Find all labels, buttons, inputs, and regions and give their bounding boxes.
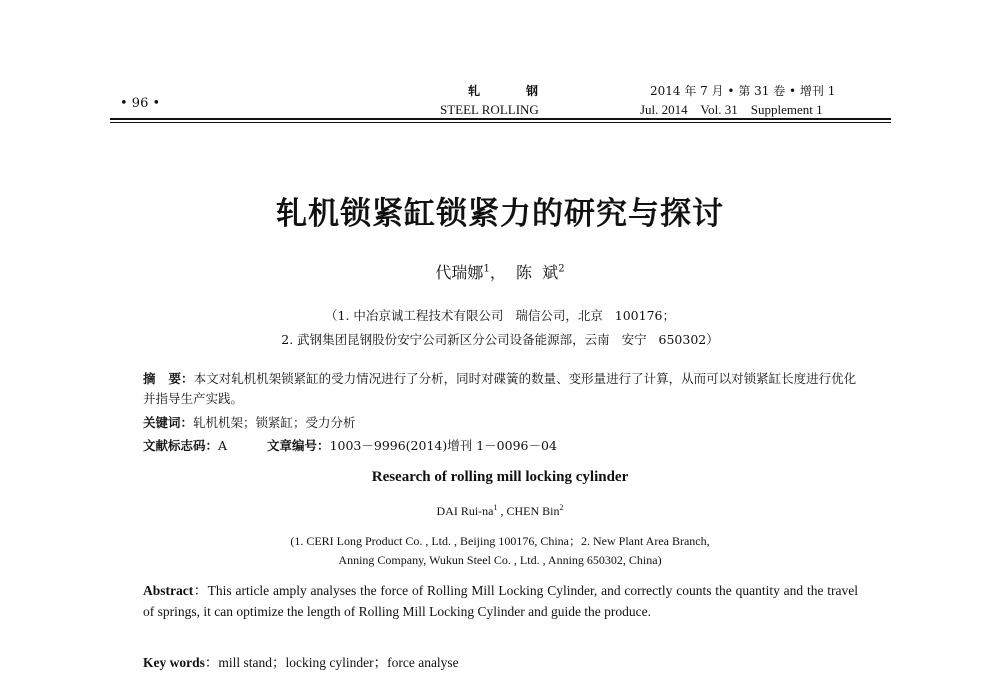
abstract-en-text: ：This article amply analyses the force of Rolling Mill Locking Cylinder, and correctly counts the quantity and the travel of springs, it can optimize the length of Rolling Mill Locking Cylinder and guide the produce. — [143, 583, 858, 619]
author-separator: ， — [489, 263, 516, 282]
keywords-en-text: ：mill stand；locking cylinder；force analyse — [204, 655, 459, 670]
author-2-sup: 2 — [558, 263, 565, 275]
journal-name-en: STEEL ROLLING — [440, 102, 539, 117]
article-number-label: 文章编号： — [267, 438, 330, 453]
affiliation-zh-1: （1. 中冶京诚工程技术有限公司 瑞信公司，北京 100176； — [325, 308, 675, 323]
article-number-value: 1003－9996(2014)增刊 1－0096－04 — [329, 438, 557, 453]
header-rule-thin — [110, 122, 891, 123]
paper-title-en: Research of rolling mill locking cylinder — [371, 469, 629, 485]
keywords-zh-text: 轧机机架；锁紧缸；受力分析 — [193, 415, 356, 430]
abstract-zh-label: 摘 要： — [143, 371, 194, 386]
issue-info-zh: 2014 年 7 月 • 第 31 卷 • 增刊 1 — [650, 84, 836, 98]
journal-name-zh: 轧钢 — [468, 84, 585, 98]
classification-zh — [143, 436, 557, 454]
doc-code-label: 文献标志码： — [143, 438, 219, 453]
author-1-zh: 代瑞娜 — [435, 263, 484, 282]
author-separator-en: , — [497, 504, 507, 518]
keywords-en — [143, 651, 459, 671]
author-2-zh: 陈 斌 — [516, 263, 559, 282]
keywords-zh-label: 关键词： — [143, 415, 194, 430]
affiliation-zh-2: 2. 武钢集团昆钢股份安宁公司新区分公司设备能源部，云南 安宁 650302） — [281, 332, 719, 347]
header-rule-thick — [110, 118, 891, 120]
issue-info-en: Jul. 2014 Vol. 31 Supplement 1 — [640, 102, 823, 117]
author-2-en: CHEN Bin — [506, 504, 560, 518]
author-2-en-sup: 2 — [559, 503, 564, 512]
doc-code-value: A — [218, 438, 228, 453]
abstract-zh — [143, 369, 863, 409]
keywords-en-label: Key words — [143, 655, 205, 670]
author-1-sup: 1 — [483, 263, 490, 275]
keywords-zh — [143, 413, 356, 431]
abstract-zh-text: 本文对轧机机架锁紧缸的受力情况进行了分析，同时对碟簧的数量、变形量进行了计算，从而可以对锁紧缸长度进行优化并指导生产实践。 — [143, 371, 857, 406]
affiliation-en-2: Anning Company, Wukun Steel Co. , Ltd. , Anning 650302, China) — [338, 553, 662, 567]
author-1-en: DAI Rui-na — [436, 504, 494, 518]
authors-zh — [0, 260, 1000, 283]
abstract-en — [143, 580, 858, 622]
page-number: • 96 • — [120, 96, 161, 111]
authors-en — [0, 503, 1000, 519]
author-1-en-sup: 1 — [493, 503, 498, 512]
affiliation-en-1: (1. CERI Long Product Co. , Ltd. , Beijing 100176, China；2. New Plant Area Branch, — [290, 534, 710, 548]
abstract-en-label: Abstract — [143, 583, 194, 598]
paper-title-zh: 轧机锁紧缸锁紧力的研究与探讨 — [276, 196, 724, 232]
